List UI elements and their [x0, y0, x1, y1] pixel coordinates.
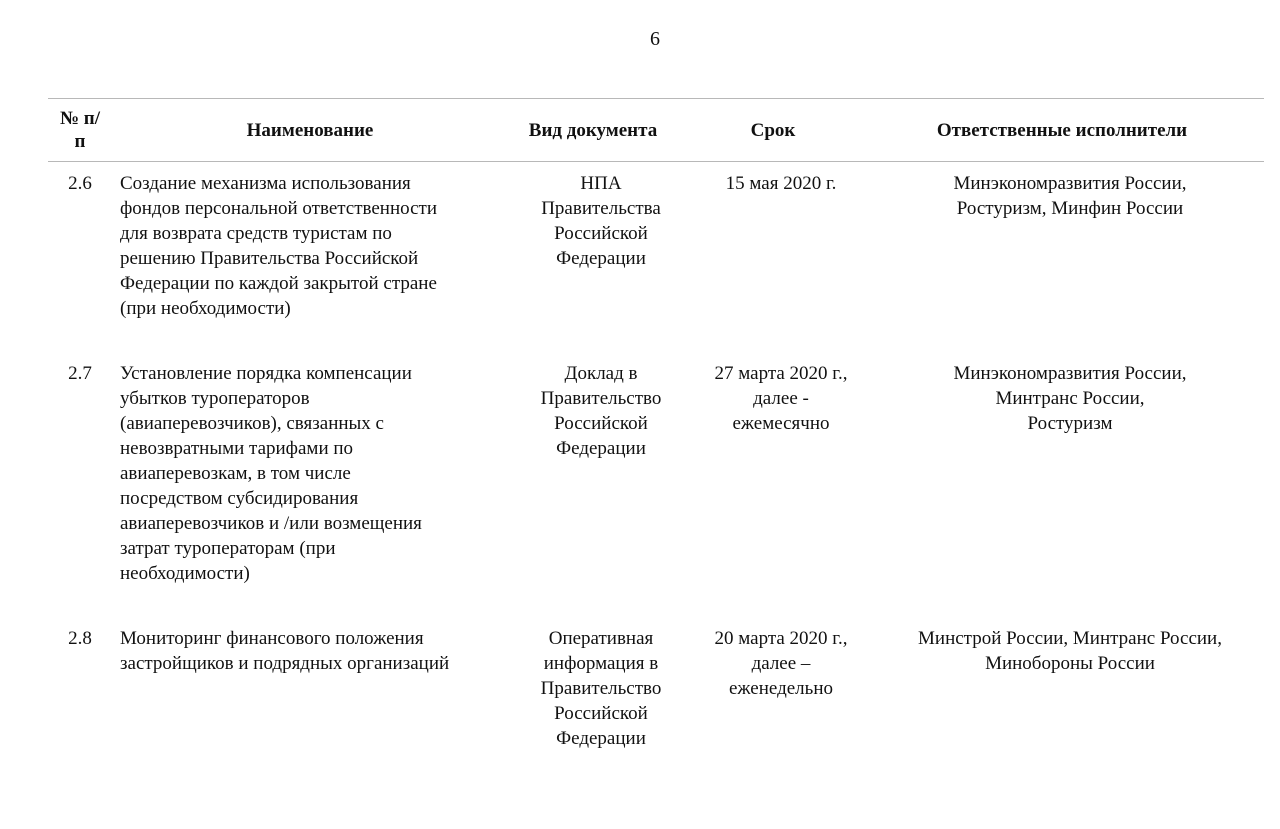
name-line: затрат туроператорам (при	[120, 538, 336, 559]
row-responsible	[876, 171, 1264, 221]
doc-type-line: Федерации	[556, 438, 646, 459]
table-row	[48, 361, 1264, 626]
deadline-line: 27 марта 2020 г.,	[714, 363, 848, 384]
header-number-line: № п/	[59, 108, 101, 129]
name-line: решению Правительства Российской	[120, 248, 419, 269]
row-name	[112, 171, 516, 321]
doc-type-line: НПА	[580, 173, 622, 194]
row-number: 2.8	[68, 628, 92, 649]
name-line: (при необходимости)	[120, 298, 291, 319]
table-header-row	[48, 98, 1264, 162]
responsible-line: Минобороны России	[985, 653, 1155, 674]
page-number: 6	[650, 28, 660, 50]
name-line: необходимости)	[120, 563, 250, 584]
deadline-line: далее –	[751, 653, 811, 674]
name-line: Федерации по каждой закрытой стране	[120, 273, 437, 294]
header-number-line: п	[74, 131, 86, 152]
name-line: (авиаперевозчиков), связанных с	[120, 413, 384, 434]
doc-type-line: Федерации	[556, 728, 646, 749]
row-deadline	[686, 361, 876, 436]
name-line: посредством субсидирования	[120, 488, 359, 509]
name-line: невозвратными тарифами по	[120, 438, 354, 459]
row-responsible	[876, 626, 1264, 676]
name-line: застройщиков и подрядных организаций	[120, 653, 450, 674]
deadline-line: еженедельно	[728, 678, 833, 699]
row-name	[112, 626, 516, 676]
doc-type-line: Российской	[554, 223, 648, 244]
deadline-line: 15 мая 2020 г.	[725, 173, 837, 194]
doc-type-line: Российской	[554, 413, 648, 434]
row-document-type	[516, 361, 686, 461]
table-row	[48, 626, 1264, 756]
name-line: Установление порядка компенсации	[120, 363, 412, 384]
doc-type-line: Федерации	[556, 248, 646, 269]
row-responsible	[876, 361, 1264, 436]
doc-type-line: Оперативная	[548, 628, 654, 649]
responsible-line: Минэкономразвития России,	[953, 363, 1187, 384]
doc-type-line: Правительство	[540, 388, 662, 409]
action-plan-table	[48, 98, 1264, 756]
header-number	[48, 107, 112, 153]
name-line: фондов персональной ответственности	[120, 198, 438, 219]
doc-type-line: Правительство	[540, 678, 662, 699]
doc-type-line: Российской	[554, 703, 648, 724]
name-line: убытков туроператоров	[120, 388, 310, 409]
name-line: Мониторинг финансового положения	[120, 628, 424, 649]
header-document-type: Вид документа	[528, 119, 658, 141]
deadline-line: ежемесячно	[732, 413, 830, 434]
row-deadline	[686, 626, 876, 701]
doc-type-line: Правительства	[541, 198, 661, 219]
name-line: для возврата средств туристам по	[120, 223, 392, 244]
responsible-line: Ростуризм	[1027, 413, 1113, 434]
name-line: авиаперевозкам, в том числе	[120, 463, 351, 484]
name-line: Создание механизма использования	[120, 173, 411, 194]
name-line: авиаперевозчиков и /или возмещения	[120, 513, 422, 534]
row-document-type	[516, 626, 686, 751]
deadline-line: далее -	[753, 388, 809, 409]
row-name	[112, 361, 516, 586]
doc-type-line: информация в	[543, 653, 659, 674]
deadline-line: 20 марта 2020 г.,	[714, 628, 848, 649]
header-responsible: Ответственные исполнители	[936, 119, 1188, 141]
header-name: Наименование	[246, 119, 374, 141]
table-row	[48, 171, 1264, 361]
responsible-line: Минэкономразвития России,	[953, 173, 1187, 194]
row-deadline	[686, 171, 876, 196]
row-number: 2.6	[68, 173, 92, 194]
row-number: 2.7	[68, 363, 92, 384]
row-document-type	[516, 171, 686, 271]
header-deadline: Срок	[750, 119, 796, 141]
responsible-line: Минстрой России, Минтранс России,	[918, 628, 1222, 649]
responsible-line: Минтранс России,	[995, 388, 1145, 409]
doc-type-line: Доклад в	[564, 363, 638, 384]
responsible-line: Ростуризм, Минфин России	[956, 198, 1184, 219]
